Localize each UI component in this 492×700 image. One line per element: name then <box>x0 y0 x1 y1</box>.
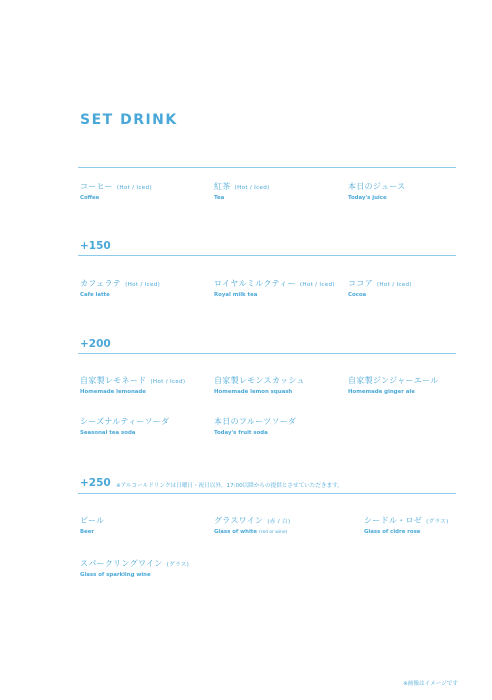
item-option: (赤 / 白) <box>267 519 291 525</box>
item-name: スパークリングワイン <box>80 559 163 568</box>
item-option: (グラス) <box>426 519 449 525</box>
item-option: (Hot / Iced) <box>116 185 152 191</box>
item-english: Beer <box>80 529 95 535</box>
menu-item <box>214 416 296 436</box>
item-name: 自家製レモネード <box>80 376 147 385</box>
item-name: ココア <box>348 279 373 288</box>
section-divider <box>78 493 456 494</box>
section-divider <box>78 255 456 256</box>
item-english: Homemade lemonade <box>80 389 146 395</box>
item-english: Glass of sparkling wine <box>80 572 151 578</box>
menu-item <box>348 181 406 201</box>
item-english: Coffee <box>80 195 100 201</box>
menu-item <box>80 278 160 298</box>
item-english: Cocoa <box>348 292 367 298</box>
item-name: ビール <box>80 516 105 525</box>
menu-item <box>80 416 169 436</box>
item-name: 自家製ジンジャーエール <box>348 376 439 385</box>
item-english-sub: (red or wine) <box>259 530 288 535</box>
alcohol-note: ※アルコールドリンクは日曜日・祝日以外、17:00以降からの提供とさせていただきます。 <box>116 483 343 489</box>
menu-item <box>214 375 305 395</box>
menu-item <box>80 558 189 578</box>
item-name: ロイヤルミルクティー <box>214 279 296 288</box>
menu-item <box>364 515 449 535</box>
item-english: Cafe latte <box>80 292 110 298</box>
item-english: Glass of white <box>214 529 258 535</box>
menu-item <box>80 375 185 395</box>
item-english: Glass of cidre rose <box>364 529 421 535</box>
item-english: Tea <box>214 195 225 201</box>
menu-item <box>214 181 270 201</box>
item-name: カフェラテ <box>80 279 122 288</box>
item-option: (Hot / Iced) <box>376 282 412 288</box>
menu-item <box>80 515 104 535</box>
item-option: (Hot / Iced) <box>299 282 335 288</box>
section-price: +150 <box>80 240 111 252</box>
section-divider <box>78 353 456 354</box>
menu-item <box>80 181 152 201</box>
item-option: (グラス) <box>166 562 190 568</box>
item-english: Homemade ginger ale <box>348 389 415 395</box>
item-english: Homemade lemon squash <box>214 389 293 395</box>
item-name: 本日のジュース <box>348 182 406 191</box>
item-name: 自家製レモンスカッシュ <box>214 376 305 385</box>
item-name: シードル・ロゼ <box>364 516 423 525</box>
menu-item <box>214 278 335 298</box>
menu-item <box>348 278 412 298</box>
item-option: (Hot / Iced) <box>234 185 270 191</box>
page-title: SET DRINK <box>80 112 178 128</box>
menu-item <box>214 515 290 535</box>
item-name: 紅茶 <box>214 182 231 191</box>
item-english: Royal milk tea <box>214 292 258 298</box>
image-disclaimer: ※画像はイメージです <box>403 681 458 687</box>
item-english: Seasonal tea soda <box>80 430 136 436</box>
item-option: (Hot / Iced) <box>125 282 161 288</box>
section-price: +200 <box>80 338 111 350</box>
item-name: コーヒー <box>80 182 113 191</box>
item-english: Today's fruit soda <box>214 430 268 436</box>
item-name: 本日のフルーツソーダ <box>214 417 297 426</box>
menu-item <box>348 375 439 395</box>
item-english: Today's juice <box>348 195 387 201</box>
item-option: (Hot / Iced) <box>150 379 186 385</box>
section-divider <box>78 167 456 168</box>
item-name: グラスワイン <box>214 516 264 525</box>
section-price: +250 <box>80 477 111 489</box>
item-name: シーズナルティーソーダ <box>80 417 170 426</box>
